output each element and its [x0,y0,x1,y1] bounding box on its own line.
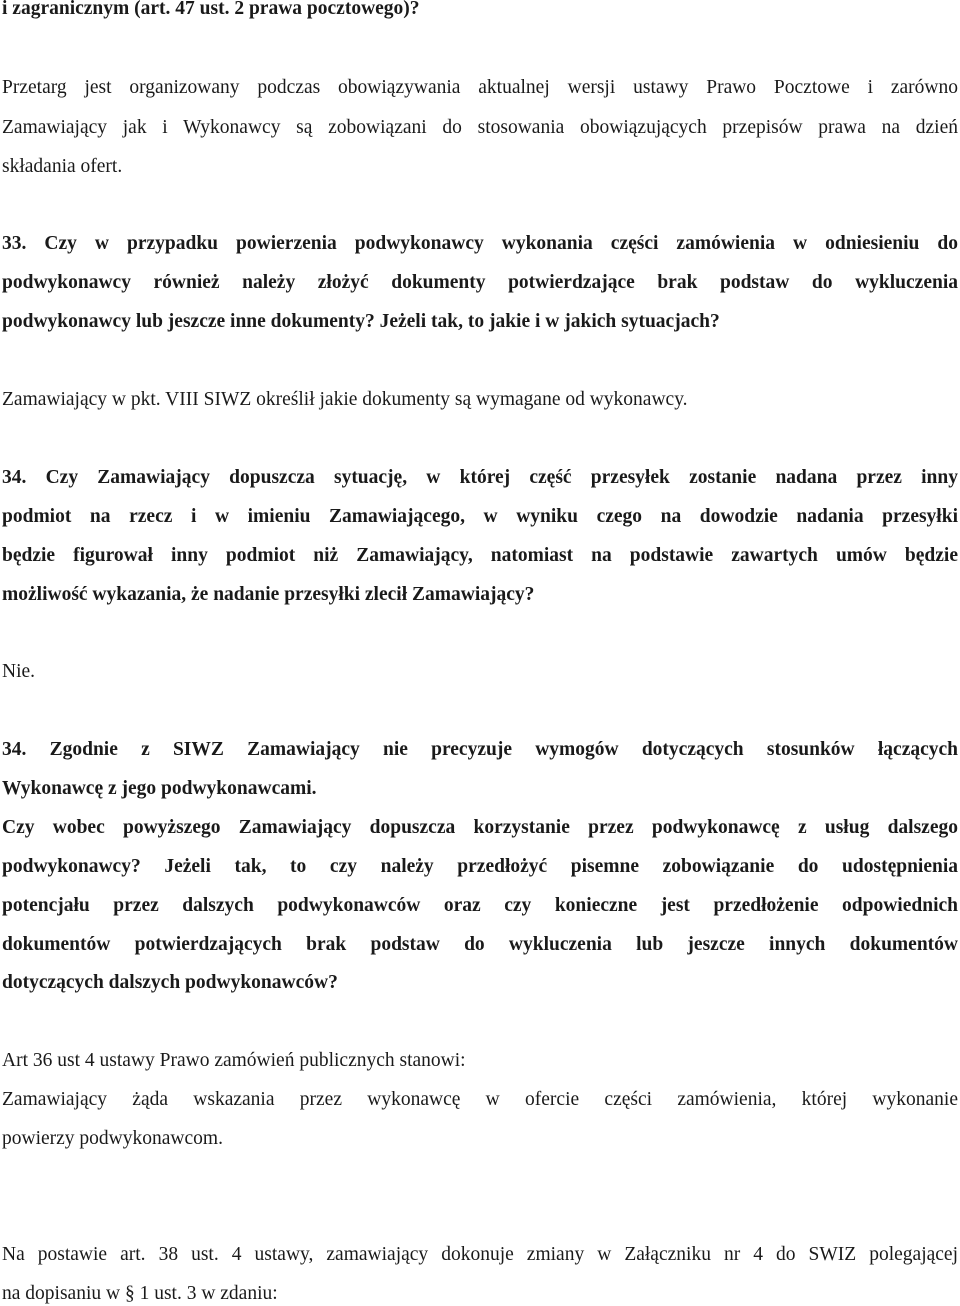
answer-line: Na postawie art. 38 ust. 4 ustawy, zamawiający dokonuje zmiany w Załączniku nr 4 do SWIZ polegającej [2,1244,958,1265]
text-line: składania ofert. [2,156,123,177]
question-line: podmiot na rzecz i w imieniu Zamawiającego, w wyniku czego na dowodzie nadania przesyłki [2,506,958,527]
answer-line: Zamawiający żąda wskazania przez wykonawcę w ofercie części zamówienia, której wykonanie [2,1089,958,1110]
question-line: podwykonawcy lub jeszcze inne dokumenty? Jeżeli tak, to jakie i w jakich sytuacjach? [2,311,720,332]
question-line: będzie figurował inny podmiot niż Zamawiający, natomiast na podstawie zawartych umów będzie [2,545,958,566]
answer-line: Art 36 ust 4 ustawy Prawo zamówień publicznych stanowi: [2,1050,466,1071]
text-line: Zamawiający jak i Wykonawcy są zobowiązani do stosowania obowiązujących przepisów prawa na dzień [2,117,958,138]
question-line: 33. Czy w przypadku powierzenia podwykonawcy wykonania części zamówienia w odniesieniu do [2,233,958,254]
question-line: możliwość wykazania, że nadanie przesyłki zlecił Zamawiający? [2,584,535,605]
question-line: potencjału przez dalszych podwykonawców oraz czy konieczne jest przedłożenie odpowiednich [2,895,958,916]
question-line: 34. Zgodnie z SIWZ Zamawiający nie precyzuje wymogów dotyczących stosunków łączących [2,739,958,760]
question-line: 34. Czy Zamawiający dopuszcza sytuację, w której część przesyłek zostanie nadana przez inny [2,467,958,488]
answer-line: na dopisaniu w § 1 ust. 3 w zdaniu: [2,1283,278,1304]
answer-line: powierzy podwykonawcom. [2,1128,223,1149]
text-line: Przetarg jest organizowany podczas obowiązywania aktualnej wersji ustawy Prawo Pocztowe i zarówno [2,77,958,98]
question-line: podwykonawcy również należy złożyć dokumenty potwierdzające brak podstaw do wykluczenia [2,272,958,293]
question-line: dokumentów potwierdzających brak podstaw do wykluczenia lub jeszcze innych dokumentów [2,934,958,955]
question-line: Czy wobec powyższego Zamawiający dopuszcza korzystanie przez podwykonawcę z usług dalszego [2,817,958,838]
answer-line: Zamawiający w pkt. VIII SIWZ określił jakie dokumenty są wymagane od wykonawcy. [2,389,688,410]
answer-line: Nie. [2,661,36,682]
question-line: Wykonawcę z jego podwykonawcami. [2,778,317,799]
question-line: dotyczących dalszych podwykonawców? [2,972,338,993]
text-line: i zagranicznym (art. 47 ust. 2 prawa pocztowego)? [2,0,420,19]
question-line: podwykonawcy? Jeżeli tak, to czy należy przedłożyć pisemne zobowiązanie do udostępnienia [2,856,958,877]
